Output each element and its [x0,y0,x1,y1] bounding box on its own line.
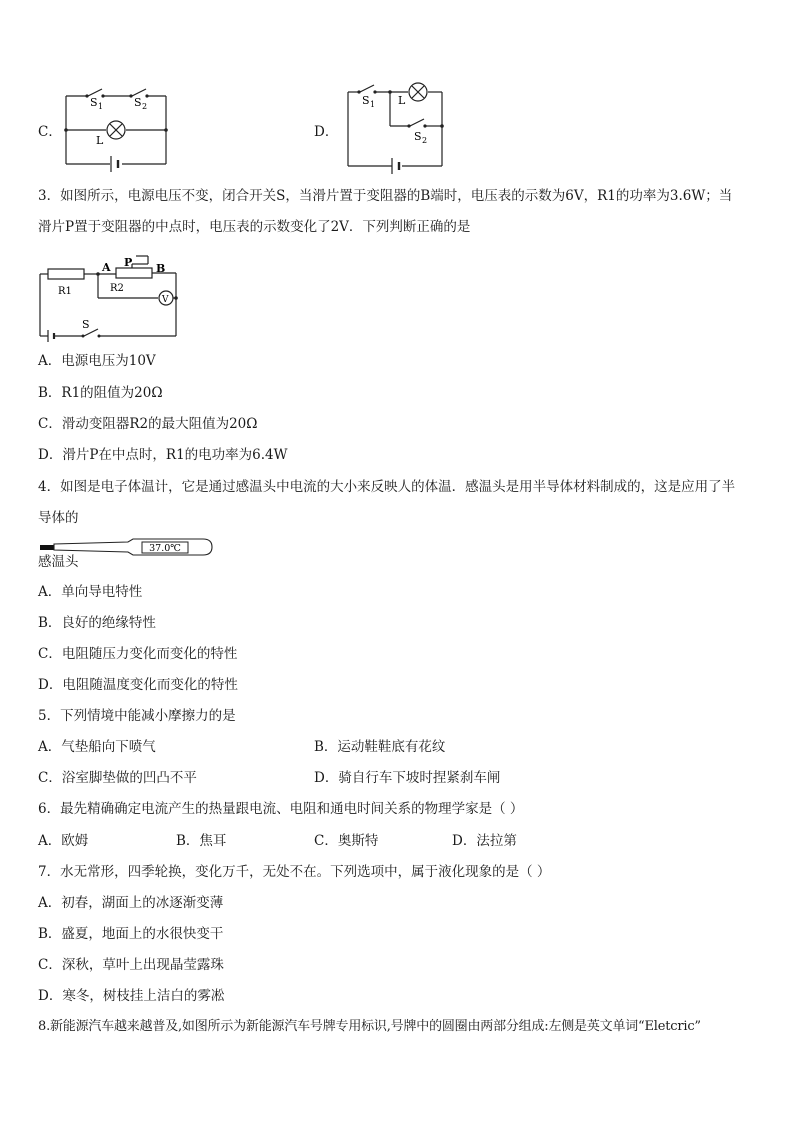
q4-stem-line1: 4．如图是电子体温计，它是通过感温头中电流的大小来反映人的体温．感温头是用半导体材料制成的，这是应用了半 [38,479,736,495]
q6-option-d: D．法拉第 [452,833,517,849]
d-s1-label: S [362,94,370,107]
q5-option-d: D．骑自行车下坡时捏紧刹车闸 [314,770,501,786]
q4-option-a: A．单向导电特性 [38,584,143,600]
q3-option-c: C．滑动变阻器R2的最大阻值为20Ω [38,416,258,432]
q3-stem-line1: 3．如图所示，电源电压不变，闭合开关S，当滑片置于变阻器的B端时，电压表的示数为6V，R1的功率为3.6W；当 [38,188,733,204]
q3-label-b: B [156,262,166,275]
d-s2-sub: 2 [422,136,428,145]
q6-option-c: C．奥斯特 [314,833,379,849]
d-lamp-label: L [398,94,406,107]
q3-label-r2: R2 [110,283,124,294]
d-s2-label: S [414,130,422,143]
q3-label-s: S [82,318,90,331]
probe-label: 感温头 [38,554,79,570]
q5-stem: 5．下列情境中能减小摩擦力的是 [38,708,236,724]
q3-label-r1: R1 [58,286,72,297]
q4-option-b: B．良好的绝缘特性 [38,615,156,631]
c-s2-label: S [134,96,142,109]
q3-circuit-diagram [36,246,186,344]
q5-option-c: C．浴室脚垫做的凹凸不平 [38,770,197,786]
q7-stem: 7．水无常形，四季轮换，变化万千，无处不在。下列选项中，属于液化现象的是（ ） [38,864,551,880]
q4-option-c: C．电阻随压力变化而变化的特性 [38,646,238,662]
q3-label-a: A [102,261,111,274]
c-s2-sub: 2 [142,102,148,111]
q6-stem: 6．最先精确确定电流产生的热量跟电流、电阻和通电时间关系的物理学家是（ ） [38,801,524,817]
q6-option-b: B．焦耳 [176,833,227,849]
q8-stem: 8.新能源汽车越来越普及,如图所示为新能源汽车号牌专用标识,号牌中的圆圈由两部分组成:左侧是英文单词“Eletcric” [38,1019,701,1034]
q7-option-c: C．深秋，草叶上出现晶莹露珠 [38,957,224,973]
q6-option-a: A．欧姆 [38,833,89,849]
circuit-diagram-c [60,82,175,172]
q3-label-p: P [124,256,133,269]
option-d-label: D． [314,124,339,140]
circuit-diagram-d [342,80,452,176]
q3-stem-line2: 滑片P置于变阻器的中点时，电压表的示数变化了2V．下列判断正确的是 [38,219,471,235]
q3-option-a: A．电源电压为10V [38,353,156,369]
q4-option-d: D．电阻随温度变化而变化的特性 [38,677,238,693]
q3-option-b: B．R1的阻值为20Ω [38,385,163,401]
q5-option-b: B．运动鞋鞋底有花纹 [314,739,446,755]
q3-option-d: D．滑片P在中点时，R1的电功率为6.4W [38,447,288,463]
q7-option-a: A．初春，湖面上的冰逐渐变薄 [38,895,224,911]
thermometer-reading: 37.0℃ [149,543,181,554]
d-s1-sub: 1 [370,100,376,109]
q7-option-b: B．盛夏，地面上的水很快变干 [38,926,224,942]
q3-label-v: V [162,295,169,305]
q5-option-a: A．气垫船向下喷气 [38,739,156,755]
c-lamp-label: L [96,134,104,147]
q4-stem-line2: 导体的 [38,510,79,526]
c-s1-sub: 1 [98,102,104,111]
option-c-label: C． [38,124,62,140]
q7-option-d: D．寒冬，树枝挂上洁白的雾凇 [38,988,225,1004]
c-s1-label: S [90,96,98,109]
